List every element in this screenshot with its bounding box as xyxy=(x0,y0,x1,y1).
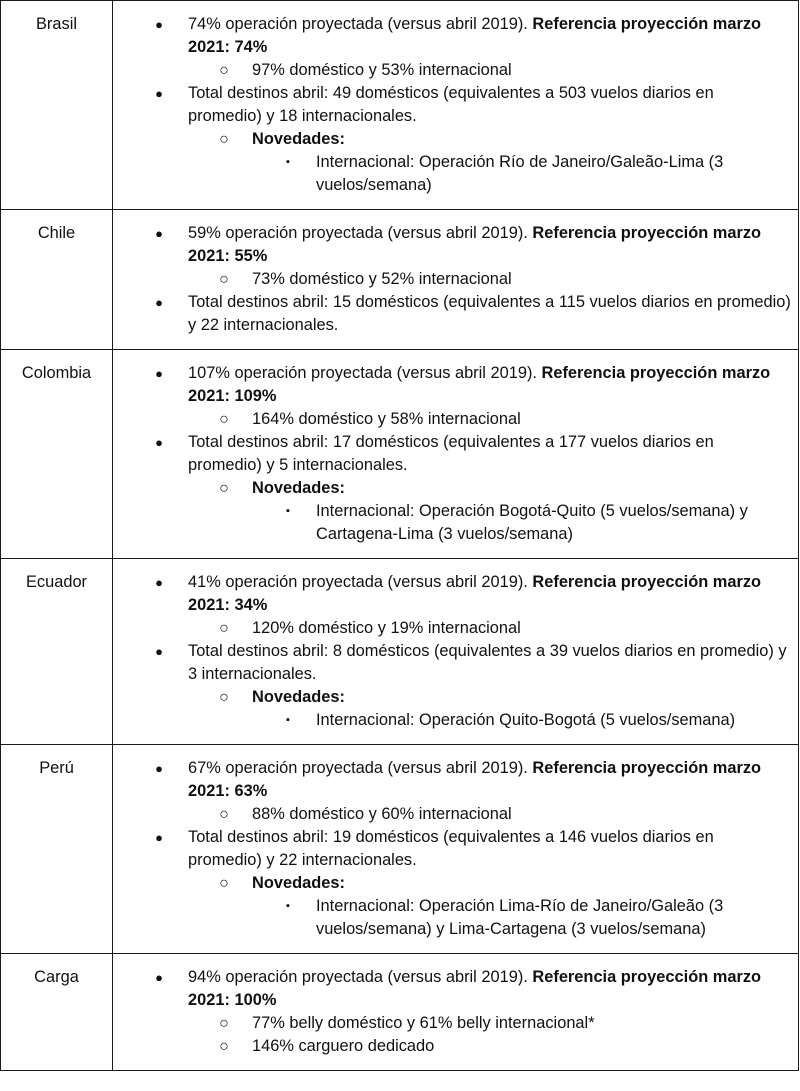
table-row xyxy=(1,210,799,350)
bullet-text: Total destinos abril: 49 domésticos (equivalentes a 503 vuelos diarios en promedio) y 18 internacionales. xyxy=(188,84,714,125)
bullet-text: Total destinos abril: 19 domésticos (equivalentes a 146 vuelos diarios en promedio) y 22 internacionales. xyxy=(188,828,714,869)
bullet-text: Total destinos abril: 17 domésticos (equivalentes a 177 vuelos diarios en promedio) y 5 internacionales. xyxy=(188,433,714,474)
country-cell: Perú xyxy=(1,745,113,954)
bullet-text: 88% doméstico y 60% internacional xyxy=(252,805,512,823)
bullet-item xyxy=(113,128,792,151)
bullet-icon: ○ xyxy=(219,480,229,497)
bullet-icon: ● xyxy=(155,644,163,659)
bullet-item xyxy=(113,872,792,895)
table-row xyxy=(1,745,799,954)
bullet-icon: ▪ xyxy=(286,714,290,726)
bullet-item xyxy=(113,408,792,431)
country-cell: Chile xyxy=(1,210,113,350)
bullet-icon: ● xyxy=(155,295,163,310)
country-cell: Colombia xyxy=(1,350,113,559)
bullet-bold-text: Referencia proyección marzo 2021: 55% xyxy=(188,224,762,265)
bullet-text: 164% doméstico y 58% internacional xyxy=(252,410,521,428)
bullet-icon: ● xyxy=(155,435,163,450)
bullet-item xyxy=(113,617,792,640)
bullet-icon: ● xyxy=(155,830,163,845)
bullet-bold-text: Referencia proyección marzo 2021: 109% xyxy=(188,364,771,405)
bullet-item xyxy=(113,500,792,546)
bullet-icon: ● xyxy=(155,226,163,241)
bullet-icon: ● xyxy=(155,366,163,381)
bullet-item xyxy=(113,431,792,477)
details-cell xyxy=(113,210,799,350)
bullet-text: 97% doméstico y 53% internacional xyxy=(252,61,512,79)
bullet-icon: ○ xyxy=(219,806,229,823)
bullet-text: 120% doméstico y 19% internacional xyxy=(252,619,521,637)
operations-table-body xyxy=(1,1,799,1071)
bullet-text: Internacional: Operación Lima-Río de Janeiro/Galeão (3 vuelos/semana) y Lima-Cartagena (3 vuelos/semana) xyxy=(316,897,724,938)
bullet-text: Total destinos abril: 8 domésticos (equivalentes a 39 vuelos diarios en promedio) y 3 internacionales. xyxy=(188,642,787,683)
bullet-icon: ○ xyxy=(219,131,229,148)
details-cell xyxy=(113,350,799,559)
bullet-item xyxy=(113,13,792,59)
bullet-icon: ● xyxy=(155,761,163,776)
bullet-item xyxy=(113,757,792,803)
bullet-text: 74% operación proyectada (versus abril 2019). xyxy=(188,15,533,33)
bullet-icon: ○ xyxy=(219,689,229,706)
bullet-item xyxy=(113,59,792,82)
bullet-text: 107% operación proyectada (versus abril 2019). xyxy=(188,364,542,382)
bullet-text: Internacional: Operación Río de Janeiro/Galeão-Lima (3 vuelos/semana) xyxy=(316,153,724,194)
bullet-item xyxy=(113,362,792,408)
bullet-item xyxy=(113,1012,792,1035)
bullet-icon: ○ xyxy=(219,271,229,288)
bullet-text: Internacional: Operación Quito-Bogotá (5 vuelos/semana) xyxy=(316,711,736,729)
table-row xyxy=(1,350,799,559)
bullet-icon: ○ xyxy=(219,1038,229,1055)
bullet-item xyxy=(113,222,792,268)
bullet-icon: ○ xyxy=(219,62,229,79)
bullet-bold-text: Referencia proyección marzo 2021: 100% xyxy=(188,968,762,1009)
bullet-icon: ● xyxy=(155,86,163,101)
bullet-text: Total destinos abril: 15 domésticos (equivalentes a 115 vuelos diarios en promedio) y 22 internacionales. xyxy=(188,293,791,334)
bullet-text: 73% doméstico y 52% internacional xyxy=(252,270,512,288)
bullet-icon: ○ xyxy=(219,875,229,892)
country-cell: Carga xyxy=(1,954,113,1071)
bullet-bold-text: Referencia proyección marzo 2021: 34% xyxy=(188,573,762,614)
details-cell xyxy=(113,1,799,210)
bullet-text: 41% operación proyectada (versus abril 2019). xyxy=(188,573,533,591)
bullet-bold-text: Referencia proyección marzo 2021: 63% xyxy=(188,759,762,800)
bullet-bold-text: Referencia proyección marzo 2021: 74% xyxy=(188,15,762,56)
bullet-item xyxy=(113,571,792,617)
table-row xyxy=(1,559,799,745)
country-cell: Brasil xyxy=(1,1,113,210)
details-cell xyxy=(113,954,799,1071)
bullet-item xyxy=(113,1035,792,1058)
bullet-icon: ○ xyxy=(219,620,229,637)
bullet-text: 94% operación proyectada (versus abril 2019). xyxy=(188,968,533,986)
bullet-icon: ○ xyxy=(219,411,229,428)
table-row xyxy=(1,1,799,210)
bullet-item xyxy=(113,895,792,941)
bullet-item xyxy=(113,477,792,500)
bullet-bold-text: Novedades: xyxy=(252,688,345,706)
bullet-text: Internacional: Operación Bogotá-Quito (5 vuelos/semana) y Cartagena-Lima (3 vuelos/semana) xyxy=(316,502,748,543)
bullet-item xyxy=(113,803,792,826)
bullet-item xyxy=(113,268,792,291)
bullet-text: 77% belly doméstico y 61% belly internacional* xyxy=(252,1014,595,1032)
bullet-item xyxy=(113,151,792,197)
bullet-text: 59% operación proyectada (versus abril 2019). xyxy=(188,224,533,242)
bullet-item xyxy=(113,686,792,709)
bullet-item xyxy=(113,709,792,732)
bullet-text: 146% carguero dedicado xyxy=(252,1037,435,1055)
bullet-icon: ● xyxy=(155,970,163,985)
bullet-icon: ▪ xyxy=(286,900,290,912)
details-cell xyxy=(113,559,799,745)
bullet-bold-text: Novedades: xyxy=(252,130,345,148)
bullet-item xyxy=(113,291,792,337)
bullet-icon: ● xyxy=(155,17,163,32)
bullet-icon: ▪ xyxy=(286,505,290,517)
bullet-item xyxy=(113,966,792,1012)
bullet-item xyxy=(113,826,792,872)
bullet-item xyxy=(113,640,792,686)
table-row xyxy=(1,954,799,1071)
bullet-icon: ● xyxy=(155,575,163,590)
bullet-bold-text: Novedades: xyxy=(252,479,345,497)
country-cell: Ecuador xyxy=(1,559,113,745)
bullet-item xyxy=(113,82,792,128)
bullet-bold-text: Novedades: xyxy=(252,874,345,892)
bullet-icon: ▪ xyxy=(286,156,290,168)
bullet-text: 67% operación proyectada (versus abril 2019). xyxy=(188,759,533,777)
details-cell xyxy=(113,745,799,954)
bullet-icon: ○ xyxy=(219,1015,229,1032)
